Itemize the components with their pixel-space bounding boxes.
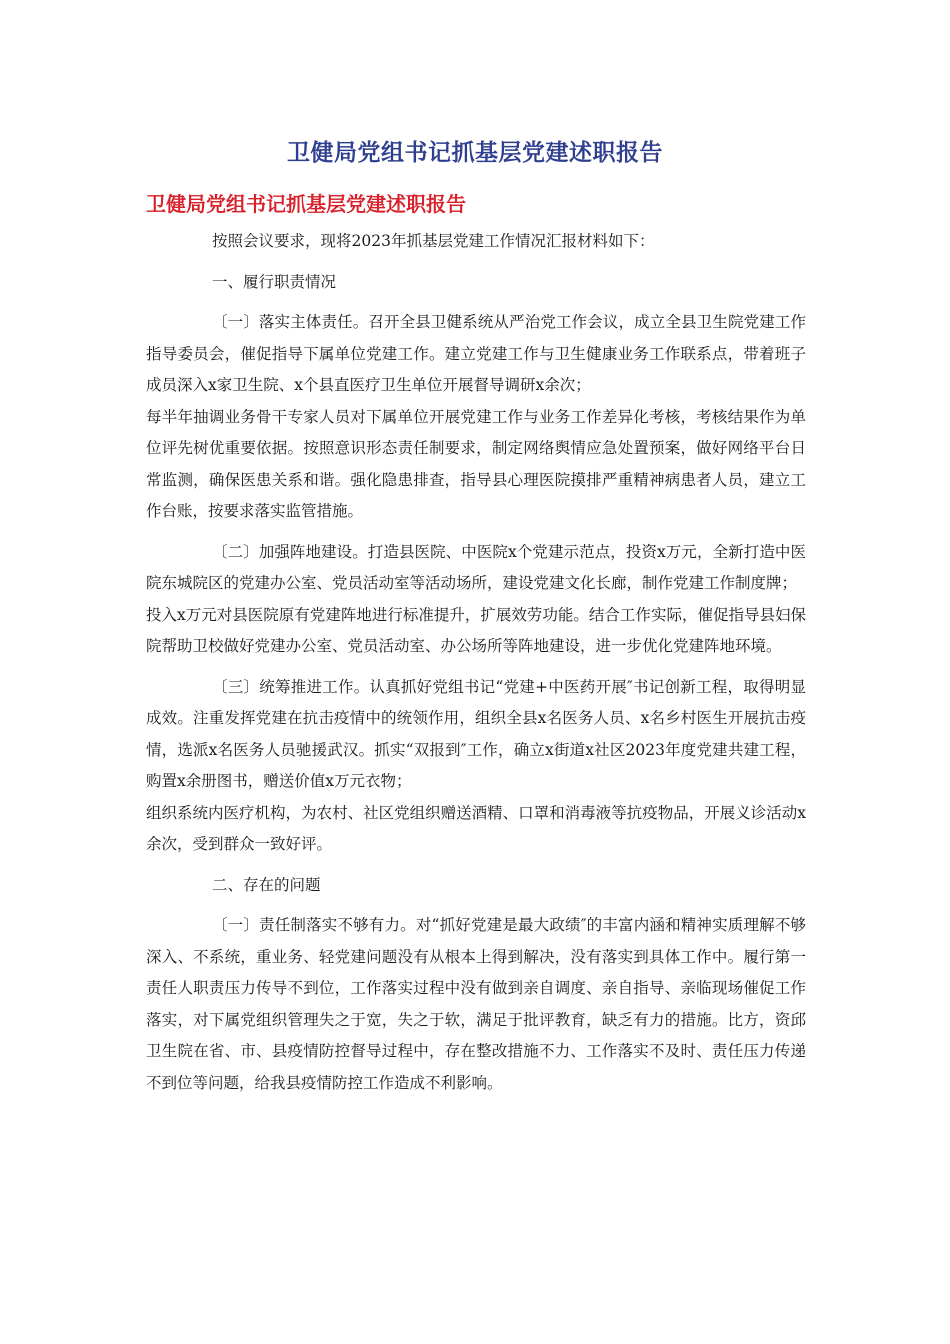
section-heading-problems: 二、存在的问题 (212, 875, 321, 894)
paragraph-main-responsibility: 〔一〕落实主体责任。召开全县卫健系统从严治党工作会议，成立全县卫生院党建工作指导委员会，催促指导下属单位党建工作。建立党建工作与卫生健康业务工作联系点，带着班子成员深入x家卫生院、x个县直医疗卫生单位开展督导调研x余次； (146, 313, 806, 394)
paragraph-position-building-cont: 投入x万元对县医院原有党建阵地进行标准提升，扩展效劳功能。结合工作实际，催促指导县妇保院帮助卫校做好党建办公室、党员活动室、办公场所等阵地建设，进一步优化党建阵地环境。 (146, 605, 806, 655)
paragraph-main-responsibility-cont: 每半年抽调业务骨干专家人员对下属单位开展党建工作与业务工作差异化考核，考核结果作为单位评先树优重要依据。按照意识形态责任制要求，制定网络舆情应急处置预案，做好网络平台日常监测，确保医患关系和谐。强化隐患排查，指导县心理医院摸排严重精神病患者人员，建立工作台账，按要求落实监管措施。 (146, 407, 806, 520)
document-body (146, 226, 806, 1108)
paragraph-position-building: 〔二〕加强阵地建设。打造县医院、中医院x个党建示范点，投资x万元，全新打造中医院东城院区的党建办公室、党员活动室等活动场所，建设党建文化长廊，制作党建工作制度牌； (146, 542, 806, 592)
paragraph-coordinated-work-cont: 组织系统内医疗机构，为农村、社区党组织赠送酒精、口罩和消毒液等抗疫物品，开展义诊活动x余次，受到群众一致好评。 (146, 803, 806, 853)
section-heading-duties: 一、履行职责情况 (212, 272, 337, 291)
document-title: 卫健局党组书记抓基层党建述职报告 (287, 140, 663, 166)
document-subtitle: 卫健局党组书记抓基层党建述职报告 (146, 192, 466, 216)
intro-paragraph: 按照会议要求，现将2023年抓基层党建工作情况汇报材料如下： (212, 232, 655, 250)
paragraph-responsibility-problem: 〔一〕责任制落实不够有力。对“抓好党建是最大政绩″的丰富内涵和精神实质理解不够深入、不系统，重业务、轻党建问题没有从根本上得到解决，没有落实到具体工作中。履行第一责任人职责压力传导不到位，工作落实过程中没有做到亲自调度、亲自指导、亲临现场催促工作落实，对下属党组织管理失之于宽，失之于软，满足于批评教育，缺乏有力的措施。比方，资邱卫生院在省、市、县疫情防控督导过程中，存在整改措施不力、工作落实不及时、责任压力传递不到位等问题，给我县疫情防控工作造成不利影响。 (146, 916, 806, 1092)
paragraph-coordinated-work: 〔三〕统筹推进工作。认真抓好党组书记“党建+中医药开展″书记创新工程，取得明显成效。注重发挥党建在抗击疫情中的统领作用，组织全县x名医务人员、x名乡村医生开展抗击疫情，选派x名医务人员驰援武汉。抓实“双报到″工作，确立x街道x社区2023年度党建共建工程，购置x余册图书，赠送价值x万元衣物； (146, 677, 806, 790)
